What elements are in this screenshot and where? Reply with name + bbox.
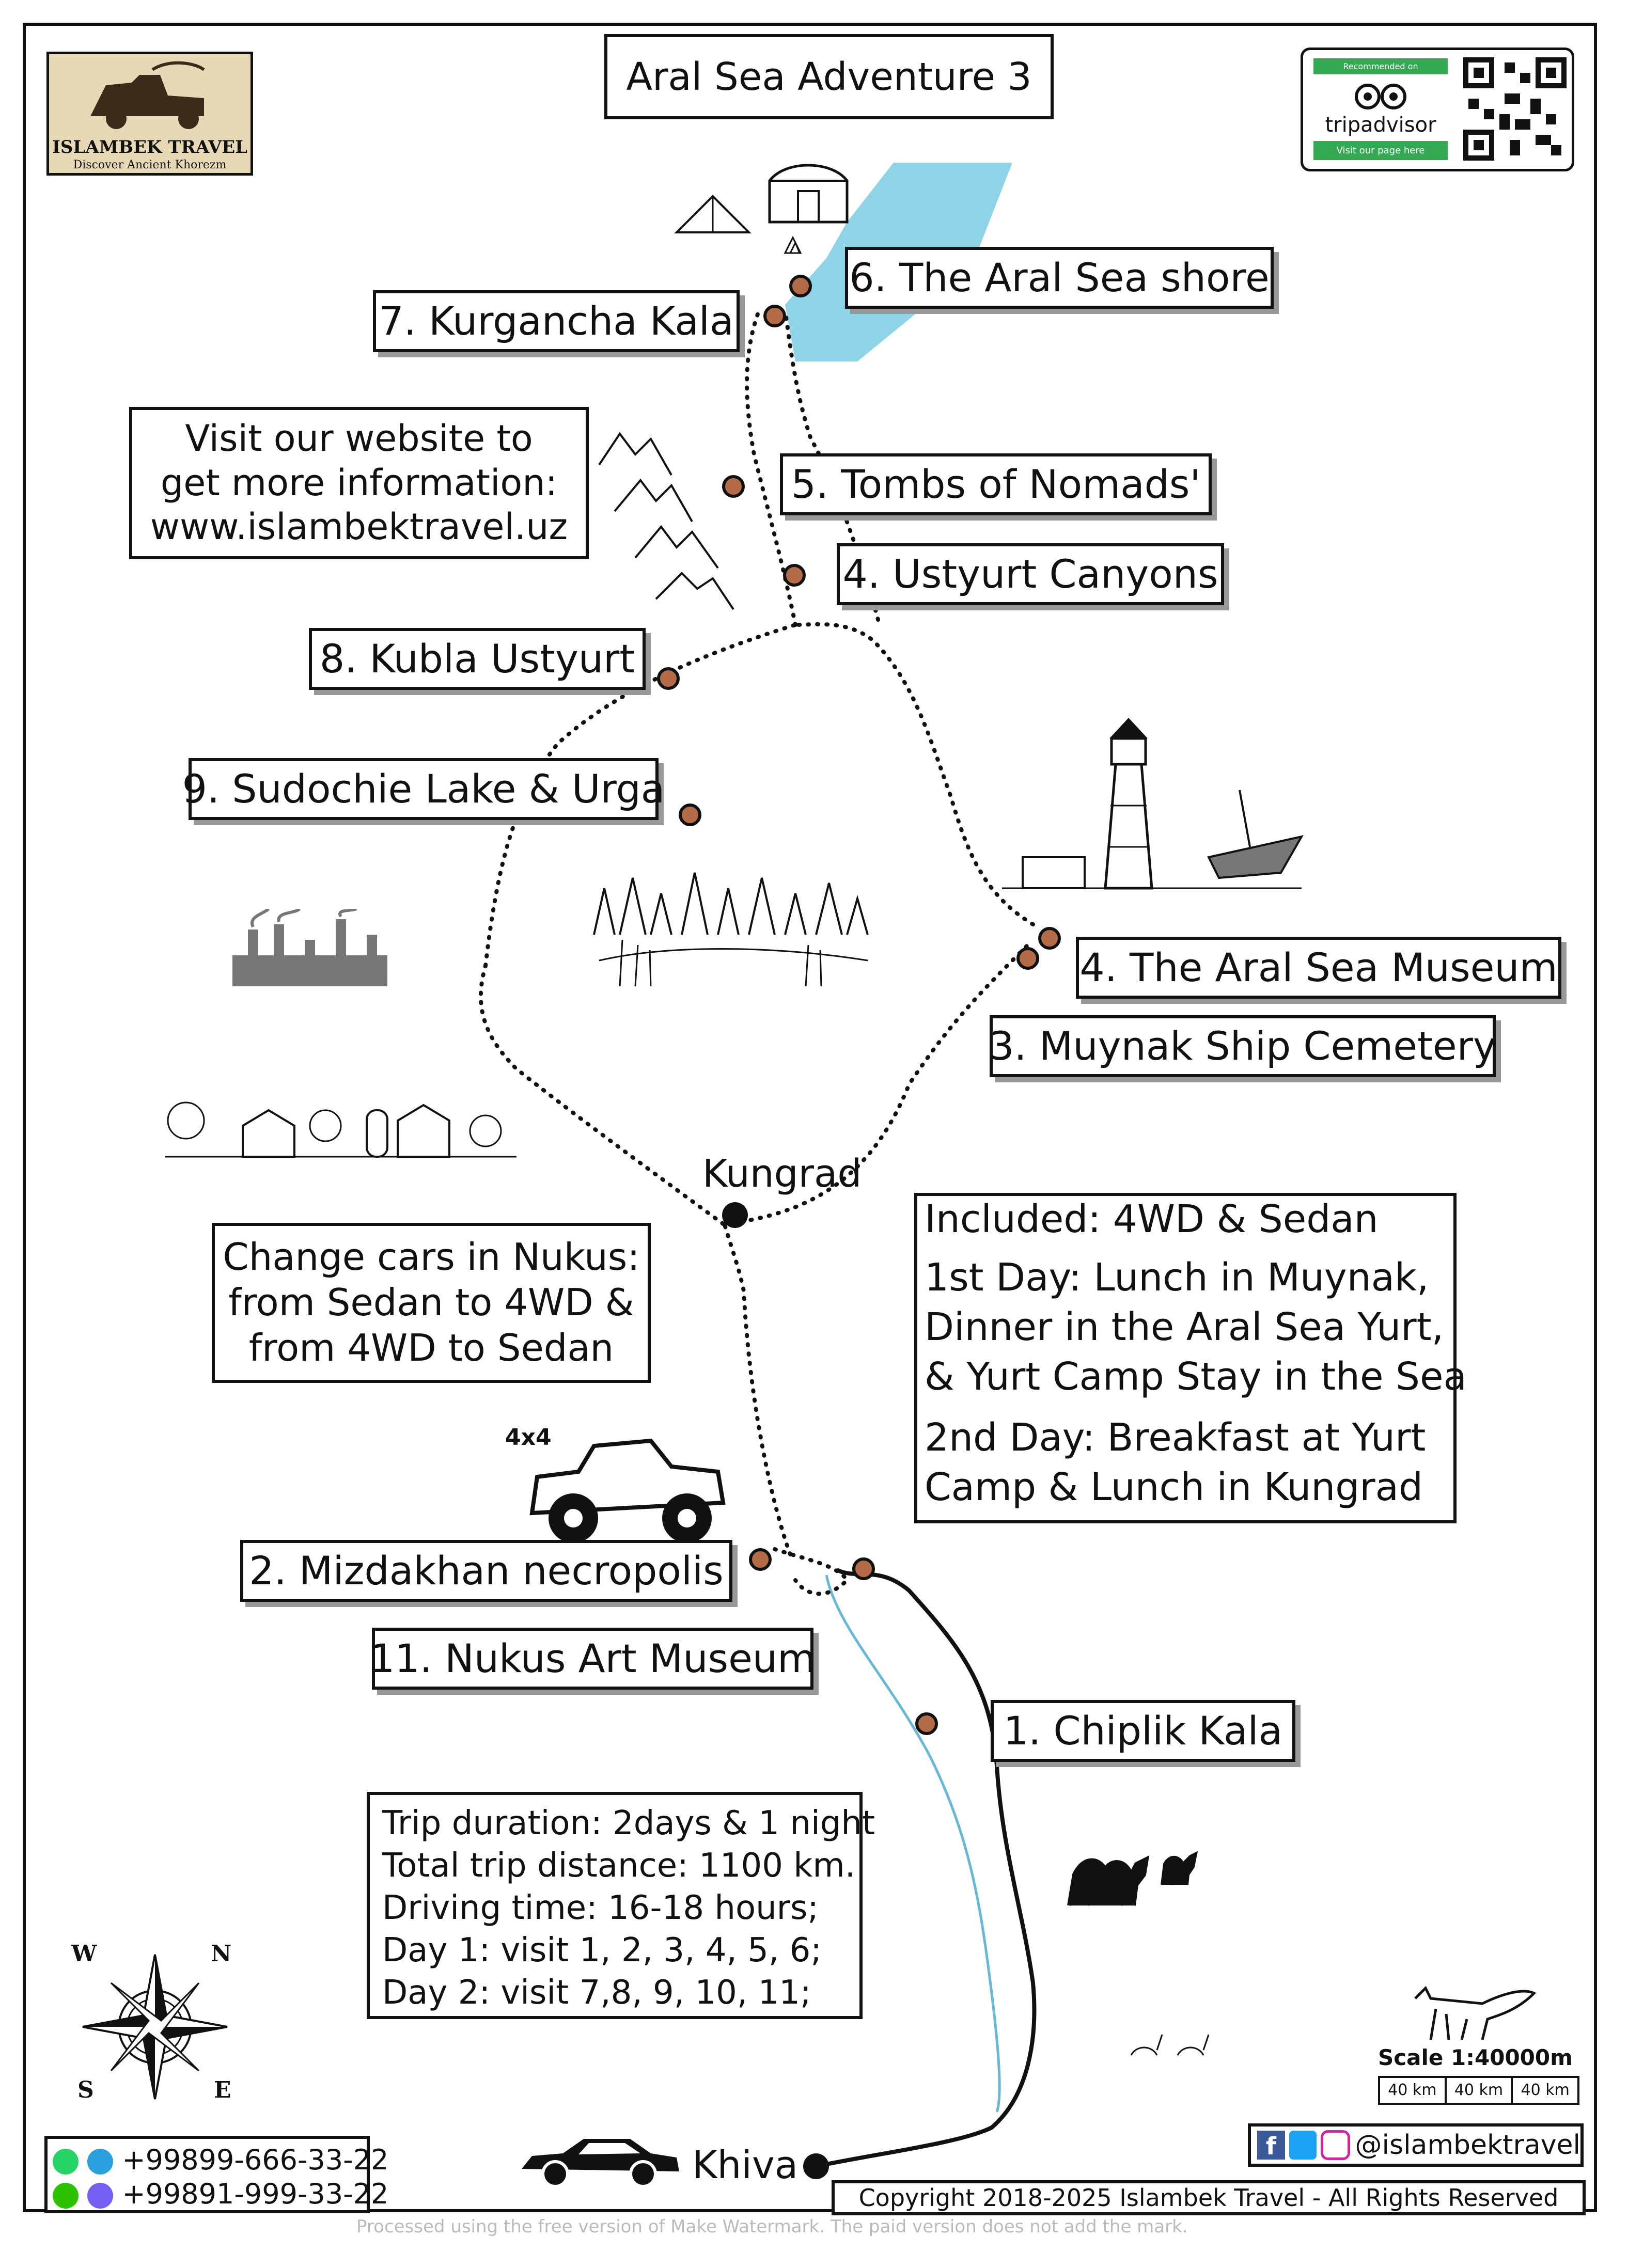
- tripadvisor-name: tripadvisor: [1325, 113, 1436, 137]
- phone-row-1[interactable]: [53, 2143, 389, 2177]
- desert-animals-icon: [1121, 2024, 1224, 2066]
- compass-s: S: [77, 2077, 94, 2103]
- whatsapp-icon: [53, 2149, 79, 2175]
- change-cars-box: [212, 1223, 651, 1383]
- included-line-5: 2nd Day: Breakfast at Yurt: [925, 1415, 1426, 1460]
- stop-marker-7[interactable]: [763, 305, 786, 327]
- included-line-2: 1st Day: Lunch in Muynak,: [925, 1255, 1429, 1300]
- stop-marker-3[interactable]: [1016, 947, 1039, 970]
- scale-segment-3: 40 km: [1521, 2081, 1570, 2099]
- town-marker-khiva[interactable]: [803, 2153, 829, 2179]
- fox-icon: [1405, 1973, 1539, 2045]
- instagram-icon[interactable]: [1321, 2130, 1350, 2160]
- stop-label-8-kubla-ustyurt[interactable]: 8. Kubla Ustyurt: [309, 628, 646, 690]
- town-label-khiva: Khiva: [692, 2143, 799, 2187]
- mountains-sketch-icon: [594, 423, 739, 615]
- included-line-1: Included: 4WD & Sedan: [925, 1197, 1379, 1241]
- vehicle-label: 4x4: [505, 1424, 552, 1451]
- phone-number-1[interactable]: +99899-666-33-22: [122, 2144, 389, 2176]
- lighthouse-shipwreck-icon: [992, 702, 1312, 899]
- trip-info-box: [367, 1792, 875, 2019]
- website-url-link[interactable]: www.islambektravel.uz: [150, 506, 568, 548]
- change-cars-line-2: from Sedan to 4WD &: [228, 1281, 634, 1325]
- stop-label-11-nukus-art-museum[interactable]: 11. Nukus Art Museum: [372, 1628, 813, 1690]
- stop-marker-4-museum[interactable]: [1038, 927, 1061, 950]
- 4x4-jeep-icon: [516, 1425, 733, 1549]
- compass-rose: [67, 1942, 243, 2107]
- stop-marker-4-canyons[interactable]: [783, 564, 806, 587]
- phone-box: [44, 2136, 389, 2213]
- scale-segment-1: 40 km: [1380, 2078, 1447, 2103]
- logo-brand-name: ISLAMBEK TRAVEL: [52, 137, 248, 158]
- viber-icon: [87, 2183, 113, 2209]
- facebook-icon[interactable]: f: [1257, 2131, 1285, 2160]
- stop-label-4-aral-sea-museum[interactable]: 4. The Aral Sea Museum: [1076, 937, 1561, 999]
- stop-marker-2[interactable]: [749, 1548, 772, 1571]
- town-marker-kungrad[interactable]: [722, 1202, 748, 1228]
- logo-tagline: Discover Ancient Khorezm: [73, 159, 227, 171]
- included-line-4: & Yurt Camp Stay in the Sea: [925, 1354, 1467, 1399]
- factory-icon: [227, 909, 393, 991]
- lake-reeds-sketch-icon: [589, 857, 878, 991]
- compass-n: N: [211, 1941, 232, 1967]
- wechat-icon: [53, 2183, 79, 2209]
- compass-e: E: [214, 2077, 231, 2103]
- stop-marker-9[interactable]: [679, 804, 701, 826]
- compass-w: W: [71, 1941, 97, 1967]
- stop-label-2-mizdakhan-necropolis[interactable]: 2. Mizdakhan necropolis: [240, 1540, 732, 1602]
- stop-marker-6[interactable]: [789, 275, 812, 297]
- tripadvisor-badge[interactable]: [1301, 48, 1574, 171]
- trip-day-1: Day 1: visit 1, 2, 3, 4, 5, 6;: [382, 1931, 822, 1970]
- change-cars-line-1: Change cars in Nukus:: [223, 1235, 640, 1279]
- stop-label-1-chiplik-kala[interactable]: 1. Chiplik Kala: [991, 1700, 1295, 1762]
- stop-label-7-kurgancha-kala[interactable]: 7. Kurgancha Kala: [373, 290, 740, 352]
- telegram-icon: [87, 2149, 113, 2175]
- stop-marker-11[interactable]: [852, 1557, 875, 1580]
- social-media-box[interactable]: [1248, 2123, 1584, 2167]
- watermark-footer: Processed using the free version of Make Watermark. The paid version does not add the mark.: [356, 2216, 1188, 2237]
- website-info-box: [129, 407, 589, 559]
- twitter-icon[interactable]: [1289, 2131, 1317, 2160]
- change-cars-line-3: from 4WD to Sedan: [248, 1326, 614, 1369]
- social-handle[interactable]: @islambektravel: [1355, 2130, 1580, 2161]
- tripadvisor-owl-icon: [1350, 81, 1412, 112]
- stop-label-4-ustyurt-canyons[interactable]: 4. Ustyurt Canyons: [837, 543, 1224, 605]
- included-info-box: [914, 1193, 1467, 1523]
- stop-label-3-muynak-ship-cemetery[interactable]: 3. Muynak Ship Cemetery: [990, 1015, 1496, 1077]
- camels-icon: [1059, 1828, 1224, 1931]
- included-line-6: Camp & Lunch in Kungrad: [925, 1465, 1423, 1509]
- tripadvisor-cta[interactable]: Visit our page here: [1313, 141, 1448, 160]
- trip-distance: Total trip distance: 1100 km.: [382, 1847, 856, 1885]
- website-line-2: get more information:: [160, 461, 558, 504]
- scale-bar: [1378, 2076, 1579, 2105]
- qr-code-icon[interactable]: [1463, 57, 1567, 161]
- included-line-3: Dinner in the Aral Sea Yurt,: [925, 1305, 1444, 1349]
- town-label-kungrad: Kungrad: [702, 1152, 862, 1196]
- stop-marker-1[interactable]: [915, 1712, 938, 1735]
- islambek-travel-logo[interactable]: [46, 52, 253, 176]
- stop-marker-5[interactable]: [722, 475, 745, 498]
- route-nukus-loop: [775, 1549, 847, 1594]
- stop-label-6-aral-sea-shore[interactable]: 6. The Aral Sea shore: [845, 247, 1274, 309]
- jeep-camel-logo-icon: [49, 54, 251, 132]
- phone-row-2[interactable]: [53, 2177, 389, 2211]
- trip-day-2: Day 2: visit 7,8, 9, 10, 11;: [382, 1974, 811, 2012]
- scale-segment-2: 40 km: [1447, 2078, 1513, 2103]
- stop-label-5-tombs-of-nomads[interactable]: 5. Tombs of Nomads': [780, 453, 1212, 515]
- stop-marker-8[interactable]: [657, 667, 680, 690]
- stop-label-9-sudochie-lake[interactable]: 9. Sudochie Lake & Urga: [189, 758, 659, 820]
- phone-number-2[interactable]: +99891-999-33-22: [122, 2178, 389, 2210]
- trip-driving-time: Driving time: 16-18 hours;: [382, 1889, 819, 1927]
- sedan-car-icon: [516, 2133, 682, 2190]
- website-line-1: Visit our website to: [185, 417, 533, 460]
- scale-label: Scale 1:40000m: [1378, 2045, 1573, 2070]
- tripadvisor-recommended: Recommended on: [1313, 58, 1448, 74]
- trip-duration: Trip duration: 2days & 1 night: [382, 1804, 875, 1842]
- farm-village-icon: [155, 1079, 527, 1172]
- map-title: Aral Sea Adventure 3: [604, 34, 1054, 119]
- copyright-box: Copyright 2018-2025 Islambek Travel - All Rights Reserved: [832, 2180, 1586, 2215]
